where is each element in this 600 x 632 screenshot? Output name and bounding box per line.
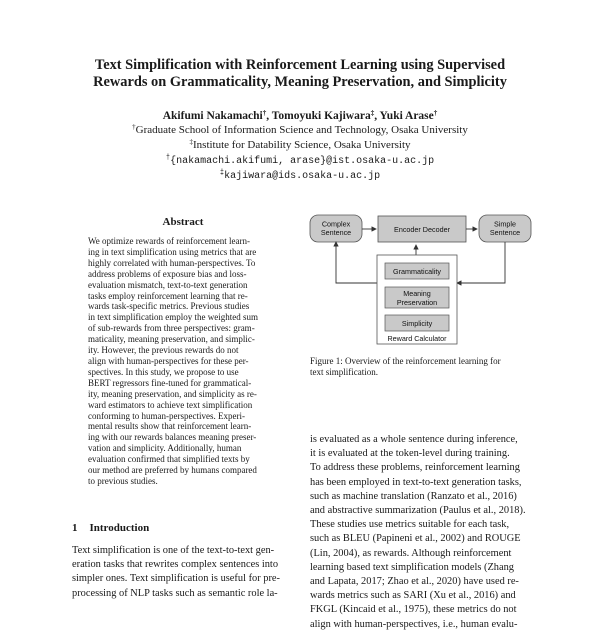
abstract-line: evaluation confirmed that simplified texts by	[88, 454, 250, 465]
body-line: (Lin, 2004), as rewards. Although reinforcement	[310, 547, 512, 559]
affiliation	[40, 139, 560, 152]
abstract-line: conforming to human-perspectives. Experi-	[88, 410, 245, 421]
body-line: learning based text simplification models (Zhang	[310, 561, 515, 573]
section-heading	[72, 522, 149, 534]
abstract-line: vation and simplicity. Additionally, human	[88, 443, 242, 454]
author-name: Akifumi Nakamachi	[162, 110, 263, 122]
abstract-line: We optimize rewards of reinforcement learn-	[88, 236, 250, 246]
abstract-body	[88, 236, 278, 487]
email-mark: †	[165, 154, 171, 162]
intro-line: eration tasks that rewrites complex sentences into	[72, 559, 279, 571]
complex-sentence-label: Sentence	[320, 228, 352, 237]
body-line: has been employed in text-to-text generation tasks,	[310, 476, 522, 488]
affiliation-text: Institute for Datability Science, Osaka University	[193, 139, 411, 151]
section-title: Introduction	[89, 522, 150, 534]
abstract-line: in text simplification employ the weighted sum	[88, 312, 258, 323]
intro-line: simpler ones. Text simplification is useful for pre-	[72, 573, 281, 585]
email-mark: ‡	[219, 169, 225, 177]
affiliation-text: Graduate School of Information Science and Technology, Osaka University	[135, 124, 468, 136]
email-line	[40, 155, 560, 168]
paper-title	[60, 57, 540, 91]
body-line: FKGL (Kincaid et al., 1975), these metrics do not	[310, 604, 517, 616]
paper-title-line: Rewards on Grammaticality, Meaning Preservation, and Simplicity	[93, 74, 507, 90]
abstract-line: ing with our rewards balances meaning preser-	[88, 432, 257, 443]
grammaticality-label: Grammaticality	[393, 267, 441, 276]
body-line: wards metrics such as SARI (Xu et al., 2016) and	[310, 590, 516, 602]
affiliation-mark: †	[132, 123, 136, 131]
abstract-heading: Abstract	[162, 216, 204, 228]
simple-sentence-label: Sentence	[489, 228, 521, 237]
abstract-line: wards task-specific metrics. Previous studies	[88, 301, 250, 312]
complex-sentence-label: Complex	[321, 219, 351, 229]
author-mark: †	[433, 109, 438, 117]
email-text: kajiwara@ids.osaka-u.ac.jp	[224, 171, 381, 182]
paper-title-line: Text Simplification with Reinforcement Learning using Supervised	[94, 57, 506, 73]
body-line: it is evaluated at the token-level during training.	[310, 448, 510, 460]
abstract-line: BERT regressors fine-tuned for grammatical-	[88, 377, 252, 388]
right-column-text	[310, 433, 533, 632]
author-name: Tomoyuki Kajiwara	[271, 110, 371, 122]
email-line	[40, 170, 560, 183]
body-line: align with human-perspectives, i.e., human evalu-	[310, 618, 518, 630]
caption-line: Figure 1: Overview of the reinforcement learning for	[310, 356, 501, 366]
body-line: To address these problems, reinforcement learning	[310, 462, 520, 474]
affiliation-mark: ‡	[189, 138, 193, 146]
abstract-line: ity. However, the previous rewards do not	[88, 345, 239, 356]
body-line: is evaluated as a whole sentence during inference,	[310, 434, 518, 445]
figure-overview-diagram	[306, 210, 536, 350]
intro-line: processing of NLP tasks such as semantic role la-	[72, 587, 278, 599]
encoder-decoder-label: Encoder Decoder	[394, 225, 450, 234]
author-list: Akifumi Nakamachi†, Tomoyuki Kajiwara‡, Yuki Arase†	[162, 109, 438, 122]
abstract-line: ing in text simplification using metrics that are	[88, 246, 257, 257]
simple-sentence-label: Simple	[494, 219, 516, 229]
caption-line: text simplification.	[310, 367, 378, 377]
intro-line: Text simplification is one of the text-to-text gen-	[72, 545, 275, 556]
abstract-line: ity, meaning preservation, and simplicity as re-	[88, 388, 257, 399]
abstract-line: mental results show that reinforcement learn-	[88, 421, 252, 432]
author-mark: ‡	[370, 109, 375, 117]
body-line: and abstractive summarization (Paulus et al., 2018).	[310, 505, 526, 517]
abstract-line: address problems of exposure bias and loss-	[88, 268, 247, 279]
abstract-line: tasks employ reinforcement learning that re-	[88, 290, 248, 301]
abstract-line: spectives. In this study, we propose to use	[88, 366, 239, 377]
abstract-line: maticality, meaning preservation, and simplic-	[88, 334, 255, 345]
simplicity-label: Simplicity	[401, 319, 433, 328]
body-line: such as machine translation (Ranzato et al., 2016)	[310, 490, 517, 502]
body-line: These studies use metrics suitable for each task,	[310, 519, 510, 531]
figure-caption	[310, 356, 533, 378]
body-line: such as BLEU (Papineni et al., 2002) and ROUGE	[310, 533, 521, 545]
email-text: {nakamachi.akifumi, arase}@ist.osaka-u.ac.jp	[170, 156, 435, 167]
author-mark: †	[262, 109, 267, 117]
abstract-line: our method are preferred by humans compared	[88, 465, 257, 476]
abstract-line: evaluation mismatch, text-to-text generation	[88, 279, 248, 290]
author-name: Yuki Arase	[379, 110, 434, 122]
meaning-preservation-label: Preservation	[396, 298, 438, 307]
abstract-line: align with human-perspectives for these per-	[88, 355, 249, 366]
reward-calculator-label: Reward Calculator	[387, 334, 447, 343]
abstract-line: of sub-rewards from three perspectives: gram-	[88, 323, 255, 334]
abstract-line: ward estimators to achieve text simplification	[88, 399, 253, 410]
section-number: 1	[72, 522, 78, 534]
abstract-line: highly correlated with human-perspectives. To	[88, 257, 256, 268]
intro-paragraph	[72, 544, 298, 601]
affiliation	[40, 124, 560, 137]
abstract-line: to previous studies.	[88, 475, 158, 486]
meaning-preservation-label: Meaning	[403, 289, 431, 298]
body-line: and Lapata, 2017; Zhao et al., 2020) have used re-	[310, 576, 519, 588]
